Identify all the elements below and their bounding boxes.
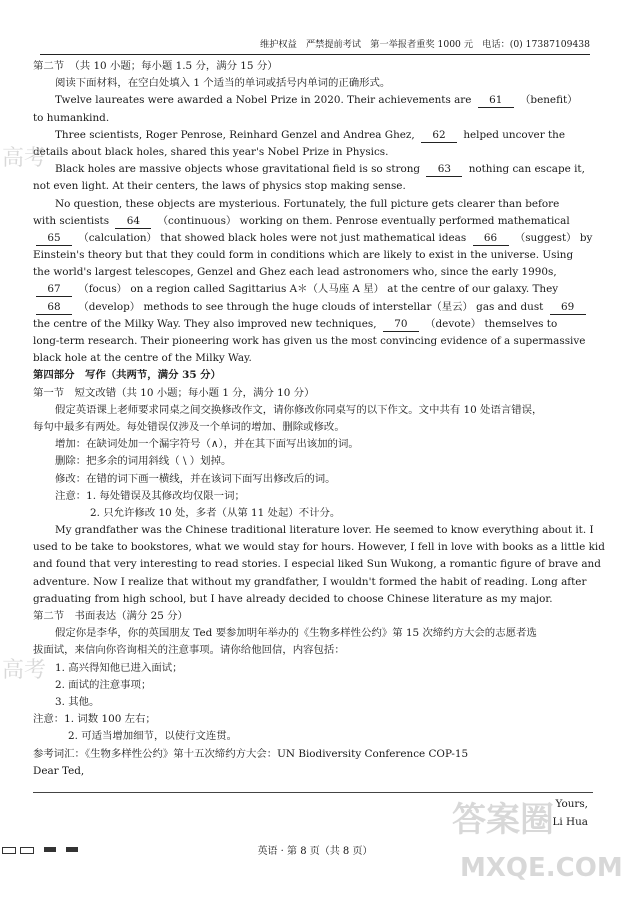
passage-line-7: No question, these objects are mysterious. Fortunately, the full picture gets clearer than before (55, 197, 560, 210)
rule-add: 增加：在缺词处加一个漏字符号（∧），并在其下面写出该加的词。 (55, 438, 359, 451)
reference-vocab: 参考词汇：《生物多样性公约》第十五次缔约方大会：UN Biodiversity Conference COP-15 (33, 747, 469, 760)
blank-70[interactable]: 70 (383, 318, 419, 332)
blank-62[interactable]: 62 (421, 129, 457, 143)
passage-line-14: the centre of the Milky Way. They also improved new techniques, 70 （devote） themselves to (33, 317, 558, 330)
section1-title: 第一节 短文改错（共 10 小题；每小题 1 分，满分 10 分） (33, 386, 315, 399)
page-number: 英语 · 第 8 页（共 8 页） (257, 846, 373, 857)
blank-68[interactable]: 68 (36, 301, 72, 315)
writing-prompt-2: 拔面试，来信向你咨询相关的注意事项。请你给他回信，内容包括： (33, 644, 345, 657)
blank-65[interactable]: 65 (36, 232, 72, 246)
essay-line-2: used to be take to bookstores, what we would stay for hours. However, I fell in love with books as a little kid (33, 541, 605, 554)
passage-line-10: Einstein's theory but that they could form in conditions which are likely to exist in the universe. Using (33, 249, 574, 262)
letter-signature: Li Hua (552, 816, 588, 828)
blank-61[interactable]: 61 (478, 94, 514, 108)
blank-69[interactable]: 69 (550, 301, 586, 315)
writing-note-1: 注意：1. 词数 100 左右； (33, 713, 156, 726)
passage-line-9: 65 （calculation） that showed black holes were not just mathematical ideas 66 （suggest） by (33, 230, 581, 247)
passage-line-3: Three scientists, Roger Penrose, Reinhard Genzel and Andrea Ghez, 62 helped uncover the (55, 128, 565, 141)
passage-line-8: with scientists 64 （continuous） working on them. Penrose eventually performed mathematical (33, 214, 570, 227)
watermark-logo: 答案圈 (452, 800, 554, 840)
passage-line-4: details about black holes, shared this year's Nobel Prize in Physics. (33, 145, 389, 158)
answer-line (33, 792, 593, 793)
part4-title: 第四部分 写作（共两节，满分 35 分） (33, 369, 221, 382)
letter-closing: Yours, (555, 798, 588, 810)
passage-line-5: Black holes are massive objects whose gravitational field is so strong 63 nothing can escape it, (55, 163, 585, 176)
watermark-site: MXQE.COM (460, 853, 623, 883)
section2-instruction: 阅读下面材料，在空白处填入 1 个适当的单词或括号内单词的正确形式。 (55, 77, 391, 90)
writing-item-1: 1. 高兴得知他已进入面试； (55, 661, 183, 674)
letter-greeting: Dear Ted, (33, 764, 85, 777)
blank-66[interactable]: 66 (473, 232, 509, 246)
blank-64[interactable]: 64 (115, 215, 151, 229)
watermark-left-2: 高考 (2, 658, 47, 683)
essay-line-4: adventure. Now I realize that without my grandfather, I wouldn't formed the habit of reading. Long after (33, 575, 587, 588)
writing-note-2: 2. 可适当增加细节，以使行文连贯。 (68, 730, 238, 743)
writing-prompt-1: 假定你是李华，你的英国朋友 Ted 要参加明年举办的《生物多样性公约》第 15 次缔约方大会的志愿者选 (55, 627, 537, 640)
passage-line-15: long-term research. Their pioneering work has given us the most convincing evidence of a supermassive (33, 335, 586, 347)
writing-title: 第二节 书面表达（满分 25 分） (33, 610, 188, 622)
passage-line-1: Twelve laureates were awarded a Nobel Prize in 2020. Their achievements are 61 （benefit） (55, 94, 578, 107)
watermark-left-1: 高考 (2, 146, 47, 171)
page-content (33, 58, 605, 780)
passage-line-6: not even light. At their centers, the laws of physics stop making sense. (33, 180, 406, 193)
passage-line-16: black hole at the centre of the Milky Way. (33, 352, 252, 365)
rule-delete: 删除：把多余的词用斜线（ \ ）划掉。 (55, 455, 232, 468)
passage-line-12: 67 （focus） on a region called Sagittarius A＊（人马座 A 星） at the centre of our galaxy. They (33, 281, 581, 298)
blank-63[interactable]: 63 (426, 163, 462, 177)
correction-note-2: 2. 只允许修改 10 处，多者（从第 11 处起）不计分。 (90, 506, 341, 519)
writing-item-2: 2. 面试的注意事项； (55, 678, 152, 691)
correction-note-1: 注意：1. 每处错误及其修改均仅限一词； (55, 489, 245, 502)
blank-67[interactable]: 67 (36, 283, 72, 297)
passage-line-2: to humankind. (33, 111, 110, 124)
page-header: 维护权益 严禁提前考试 第一举报者重奖 1000 元 电话：(0) 17387109438 (40, 38, 590, 55)
essay-line-1: My grandfather was the Chinese traditional literature lover. He seemed to know everything about it. I (55, 524, 594, 537)
section1-instruction-1: 假定英语课上老师要求同桌之间交换修改作文，请你修改你同桌写的以下作文。文中共有 10 处语言错误， (55, 403, 543, 416)
rule-modify: 修改：在错的词下画一横线，并在该词下面写出修改后的词。 (55, 472, 336, 485)
writing-item-3: 3. 其他。 (55, 695, 100, 708)
section2-title: 第二节 （共 10 小题；每小题 1.5 分，满分 15 分） (33, 60, 278, 72)
passage-line-11: the world's largest telescopes, Genzel and Ghez each lead astronomers who, since the early 1990s, (33, 266, 557, 279)
section1-instruction-2: 每句中最多有两处。每处错误仅涉及一个单词的增加、删除或修改。 (33, 420, 345, 433)
essay-line-5: graduating from high school, but I have already decided to choose Chinese literature as my major. (33, 592, 553, 605)
passage-line-13: 68 （develop） methods to see through the huge clouds of interstellar（星云） gas and dust 69 (33, 299, 581, 316)
essay-line-3: and found that very interesting to read stories. I especial liked Sun Wukong, a romantic figure of brave and (33, 558, 601, 571)
